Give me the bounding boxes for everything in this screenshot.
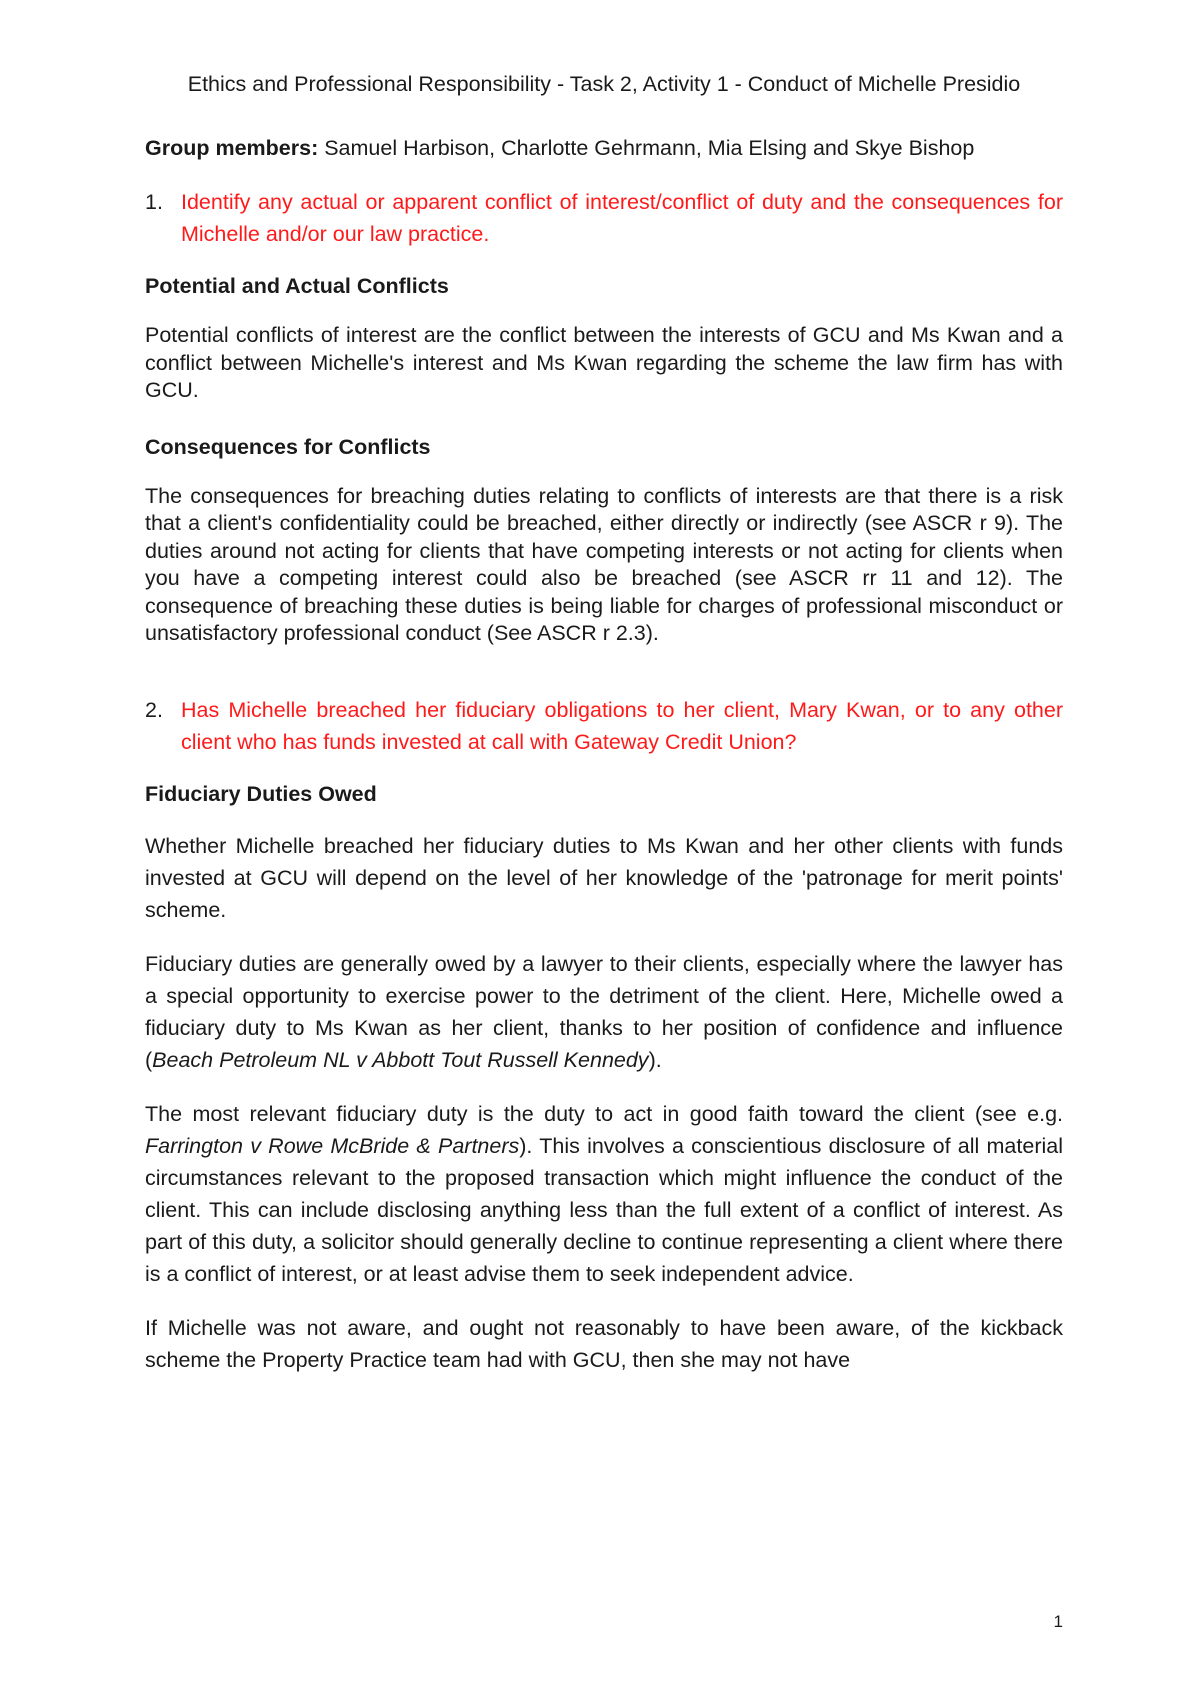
question-1-number: 1. [145,190,163,214]
group-members [145,132,1063,164]
question-2-number: 2. [145,697,163,722]
document-page [145,70,1063,1376]
group-members-label: Group members: [145,136,319,160]
paragraph-fiduciary-3 [145,1098,1063,1290]
paragraph-fiduciary-1: Whether Michelle breached her fiduciary duties to Ms Kwan and her other clients with funds invested at GCU will depend on the level of her knowledge of the 'patronage for merit points' scheme. [145,833,1063,922]
heading-fiduciary-duties: Fiduciary Duties Owed [145,781,377,806]
case-citation-farrington: Farrington v Rowe McBride & Partners [145,1133,520,1158]
paragraph-potential-conflicts: Potential conflicts of interest are the conflict between the interests of GCU and Ms Kwan and a conflict between Michelle's interest and Ms Kwan regarding the scheme the law firm has with GCU. [145,323,1063,402]
group-members-names: Samuel Harbison, Charlotte Gehrmann, Mia Elsing and Skye Bishop [318,136,975,160]
paragraph-fiduciary-4: If Michelle was not aware, and ought not reasonably to have been aware, of the kickback scheme the Property Practice team had with GCU, then she may not have [145,1315,1063,1372]
paragraph-fiduciary-2-text-a: Fiduciary duties are generally owed by a lawyer to their clients, especially where the lawyer has a special opportunity to exercise power to the detriment of the client. Here, Michelle owed a fiduciary duty to Ms Kwan as her client, thanks to her position of confidence and influence ( [145,951,1063,1072]
question-2 [145,694,1063,758]
paragraph-fiduciary-3-text-a: The most relevant fiduciary duty is the duty to act in good faith toward the client (see e.g. [145,1101,1063,1126]
heading-consequences: Consequences for Conflicts [145,434,431,459]
question-1-text: Identify any actual or apparent conflict of interest/conflict of duty and the consequences for Michelle and/or our law practice. [181,190,1063,246]
heading-potential-conflicts: Potential and Actual Conflicts [145,274,449,298]
case-citation-beach-petroleum: Beach Petroleum NL v Abbott Tout Russell Kennedy [152,1047,649,1072]
paragraph-fiduciary-2-text-b: ). [648,1047,662,1072]
paragraph-fiduciary-2 [145,948,1063,1076]
question-2-text: Has Michelle breached her fiduciary obligations to her client, Mary Kwan, or to any other client who has funds invested at call with Gateway Credit Union? [181,697,1063,754]
question-1 [145,186,1063,250]
page-number: 1 [1053,1612,1063,1631]
document-title: Ethics and Professional Responsibility - Task 2, Activity 1 - Conduct of Michelle Presidio [187,72,1021,96]
paragraph-consequences: The consequences for breaching duties relating to conflicts of interests are that there is a risk that a client's confidentiality could be breached, either directly or indirectly (see ASCR r 9). The duties around not acting for clients that have competing interests or not acting for clients when you have a competing interest could also be breached (see ASCR rr 11 and 12). The consequence of breaching these duties is being liable for charges of professional misconduct or unsatisfactory professional conduct (See ASCR r 2.3). [145,483,1063,645]
paragraph-fiduciary-3-text-b: ). This involves a conscientious disclosure of all material circumstances relevant to the proposed transaction which might influence the conduct of the client. This can include disclosing anything less than the full extent of a conflict of interest. As part of this duty, a solicitor should generally decline to continue representing a client where there is a conflict of interest, or at least advise them to seek independent advice. [145,1133,1063,1286]
